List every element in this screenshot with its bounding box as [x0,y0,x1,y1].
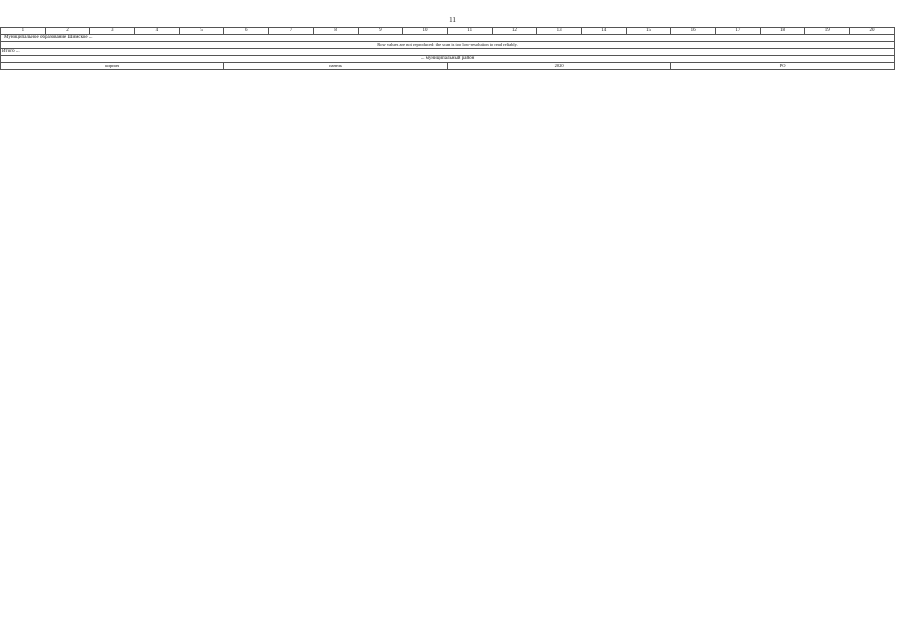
material-example: панель [224,63,447,70]
col-num: 6 [224,28,269,35]
col-num: 9 [358,28,403,35]
col-num: 3 [90,28,135,35]
total-row [1,49,895,56]
code-example: РО [671,63,895,70]
col-num: 2 [45,28,90,35]
total-label: Итого ... [1,49,895,56]
col-num: 12 [492,28,537,35]
col-num: 18 [760,28,805,35]
col-num: 17 [716,28,761,35]
year-example: 2020 [447,63,670,70]
table-row [1,42,895,49]
section-heading-row-2 [1,56,895,63]
col-num: 14 [581,28,626,35]
col-num: 7 [269,28,314,35]
col-num: 8 [313,28,358,35]
section-heading-row [1,35,895,42]
col-num: 10 [403,28,448,35]
col-num: 13 [537,28,582,35]
col-num: 15 [626,28,671,35]
page-number: 11 [449,16,456,24]
housing-table [0,27,895,70]
section2-heading: ... муниципальный район [1,56,895,63]
col-num: 19 [805,28,850,35]
col-num: 20 [850,28,895,35]
col-num: 16 [671,28,716,35]
col-num: 5 [179,28,224,35]
table-row [1,63,895,70]
col-num: 4 [135,28,180,35]
rows-omitted-note: Row values are not reproduced: the scan is too low-resolution to read reliably. [1,42,895,49]
section-heading: Муниципальное образование Шимское ... [1,35,895,42]
column-numbers-row [1,28,895,35]
col-num: 11 [447,28,492,35]
material-example: кирпич [1,63,224,70]
col-num: 1 [1,28,46,35]
